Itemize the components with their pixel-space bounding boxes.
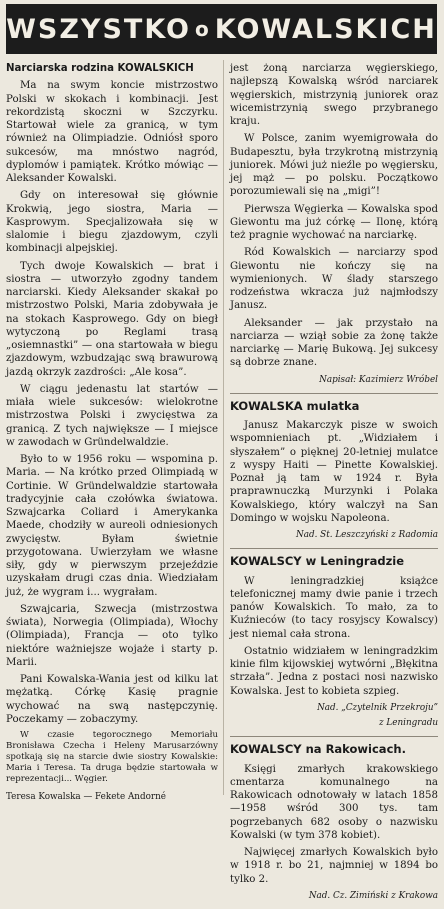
left-paragraph: Pani Kowalska-Wania jest od kilku lat mężatką. Córkę Kasię pragnie wychować na swą następczynię. Poczekamy — zobaczymy.: [6, 674, 218, 725]
right-paragraph: W Polsce, zanim wyemigrowała do Budapesztu, była trzykrotną mistrzynią juniorek. Mówi już nieźle po węgiersku, jej mąż — po polsku. Początkowo porozumiewali się na „migi”!: [230, 133, 438, 198]
signature: Nad. St. Leszczyński z Radomia: [296, 530, 438, 540]
right-paragraph: Najwięcej zmarłych Kowalskich było w 1918 r. bo 21, najmniej w 1894 bo tylko 2.: [230, 847, 438, 885]
left-paragraph: Ma na swym koncie mistrzostwo Polski w skokach i kombinacji. Jest rekordzistą skoczni w Szczyrku. Startował wiele za granicą, w tym również na Olimpiadzie. Odniósł sporo sukcesów, ma mnóstwo nagród, dyplomów i pamiątek. Krótko mówiąc — Aleksander Kowalski.: [6, 80, 218, 184]
article-heading-leningrad: KOWALSCY w Leningradzie: [230, 554, 405, 569]
right-paragraph: Pierwsza Węgierka — Kowalska spod Giewontu ma już córkę — Ilonę, którą też pragnie wychować na narciarkę.: [230, 203, 438, 241]
banner-word-3: KOWALSKICH: [214, 13, 437, 45]
right-paragraph: Ostatnio widziałem w leningradzkim kinie film kijowskiej wytwórni „Błękitna strzała”. Jedna z postaci nosi nazwisko Kowalska. Jest to kobieta szpieg.: [230, 645, 438, 697]
title-banner: [6, 4, 437, 54]
left-column: [6, 62, 218, 808]
signature: Nad. Cz. Zimiński z Krakowa: [308, 890, 438, 901]
left-paragraph-note: W czasie tegorocznego Memoriału Bronisława Czecha i Heleny Marusarzówny spotkają się na starcie dwie siostry Kowalskie: Maria i Teresa. Ta druga będzie startowała w reprezentacji... Węgier.: [6, 730, 218, 784]
left-paragraph: W ciągu jedenastu lat startów — miała wiele sukcesów: wielokrotne mistrzostwa Polski i zwycięstwa za granicą. Z tych największe — I miejsce w zawodach w Gründelwaldzie.: [6, 383, 218, 448]
signature: Napisał: Kazimierz Wróbel: [319, 374, 438, 385]
right-paragraph: jest żoną narciarza węgierskiego, najlepszą Kowalską wśród narciarek węgierskich, mistrzynią juniorek oraz wicemistrzynią swego przybranego kraju.: [230, 63, 438, 127]
left-paragraph-caption: Teresa Kowalska — Fekete Andorné: [6, 792, 166, 802]
right-paragraph: Aleksander — jak przystało na narciarza — wziął sobie za żonę także narciarkę — Marię Bukową. Jej sukcesy są dobrze znane.: [230, 317, 438, 369]
banner-word-1: WSZYSTKO: [6, 13, 191, 45]
banner-word-2: o: [194, 17, 211, 41]
right-column: [230, 62, 438, 909]
section-rule: [230, 393, 438, 394]
article-heading-narciarska: Narciarska rodzina KOWALSKICH: [6, 63, 194, 74]
right-paragraph: Księgi zmarłych krakowskiego cmentarza komunalnego na Rakowicach odnotowały w latach 1858—1958 wśród 300 tys. tam pogrzebanych 682 osoby o nazwisku Kowalski (w tym 378 kobiet).: [230, 763, 438, 841]
left-paragraph: Tych dwoje Kowalskich — brat i siostra — utworzyło zgodny tandem narciarski. Kiedy Aleksander skakał po mistrzostwo Polski, Maria zdobywała je na stokach Kasprowego. Gdy on biegł wytyczoną po Reglami trasą „osiemnastki” — ona startowała w biegu zjazdowym, wzbudzając swą brawurową jazdą okrzyk zazdrości: „Ale kosa”.: [6, 260, 218, 378]
article-heading-mulatka: KOWALSKA mulatka: [230, 398, 360, 413]
right-paragraph: W leningradzkiej książce telefonicznej mamy dwie panie i trzech panów Kowalskich. To mało, za to Kuźnieców (to tacy rosyjscy Kowalscy) jest niemal cała strona.: [230, 575, 438, 640]
right-paragraph: Ród Kowalskich — narciarzy spod Giewontu nie kończy się na wymienionych. W ślady starszego rodzeństwa wkracza już najmłodszy Janusz.: [230, 247, 438, 312]
left-paragraph: Szwajcaria, Szwecja (mistrzostwa świata), Norwegia (Olimpiada), Włochy (Olimpiada), Francja — oto tylko niektóre ważniejsze wojaże i starty p. Marii.: [6, 603, 218, 668]
signature: z Leningradu: [378, 718, 438, 728]
section-rule: [230, 548, 438, 549]
left-paragraph: Gdy on interesował się głównie Krokwią, jego siostra, Maria — Kasprowym. Specjalizowała się w slalomie i biegu zjazdowym, czyli kombinacji alpejskiej.: [6, 190, 218, 255]
column-divider: [223, 60, 224, 795]
right-paragraph: Janusz Makarczyk pisze w swoich wspomnieniach pt. „Widziałem i słyszałem” o pięknej 20-letniej mulatce z wyspy Haiti — Pinette Kowalskiej. Poznał ją tam w 1924 r. Była praprawnuczką Murzynki i Polaka Kowalskiego, który walczył na San Domingo w wojsku Napoleona.: [230, 420, 438, 524]
left-paragraph: Było to w 1956 roku — wspomina p. Maria. — Na krótko przed Olimpiadą w Cortinie. W Gründelwaldzie startowała tradycyjnie cała czołówka światowa. Szwajcarka Coliard i Amerykanka Maede, chodziły w aureoli odniesionych zwycięstw. Byłam świetnie przygotowana. Uwierzyłam we własne siły, gdy w pierwszym przejeździe uzyskałam drugi czas dnia. Wiedziałam już, że wygram i... wygrałam.: [6, 454, 218, 598]
signature: Nad. „Czytelnik Przekroju”: [317, 702, 438, 713]
section-rule: [230, 736, 438, 737]
article-heading-rakowice: KOWALSCY na Rakowicach.: [230, 742, 406, 757]
